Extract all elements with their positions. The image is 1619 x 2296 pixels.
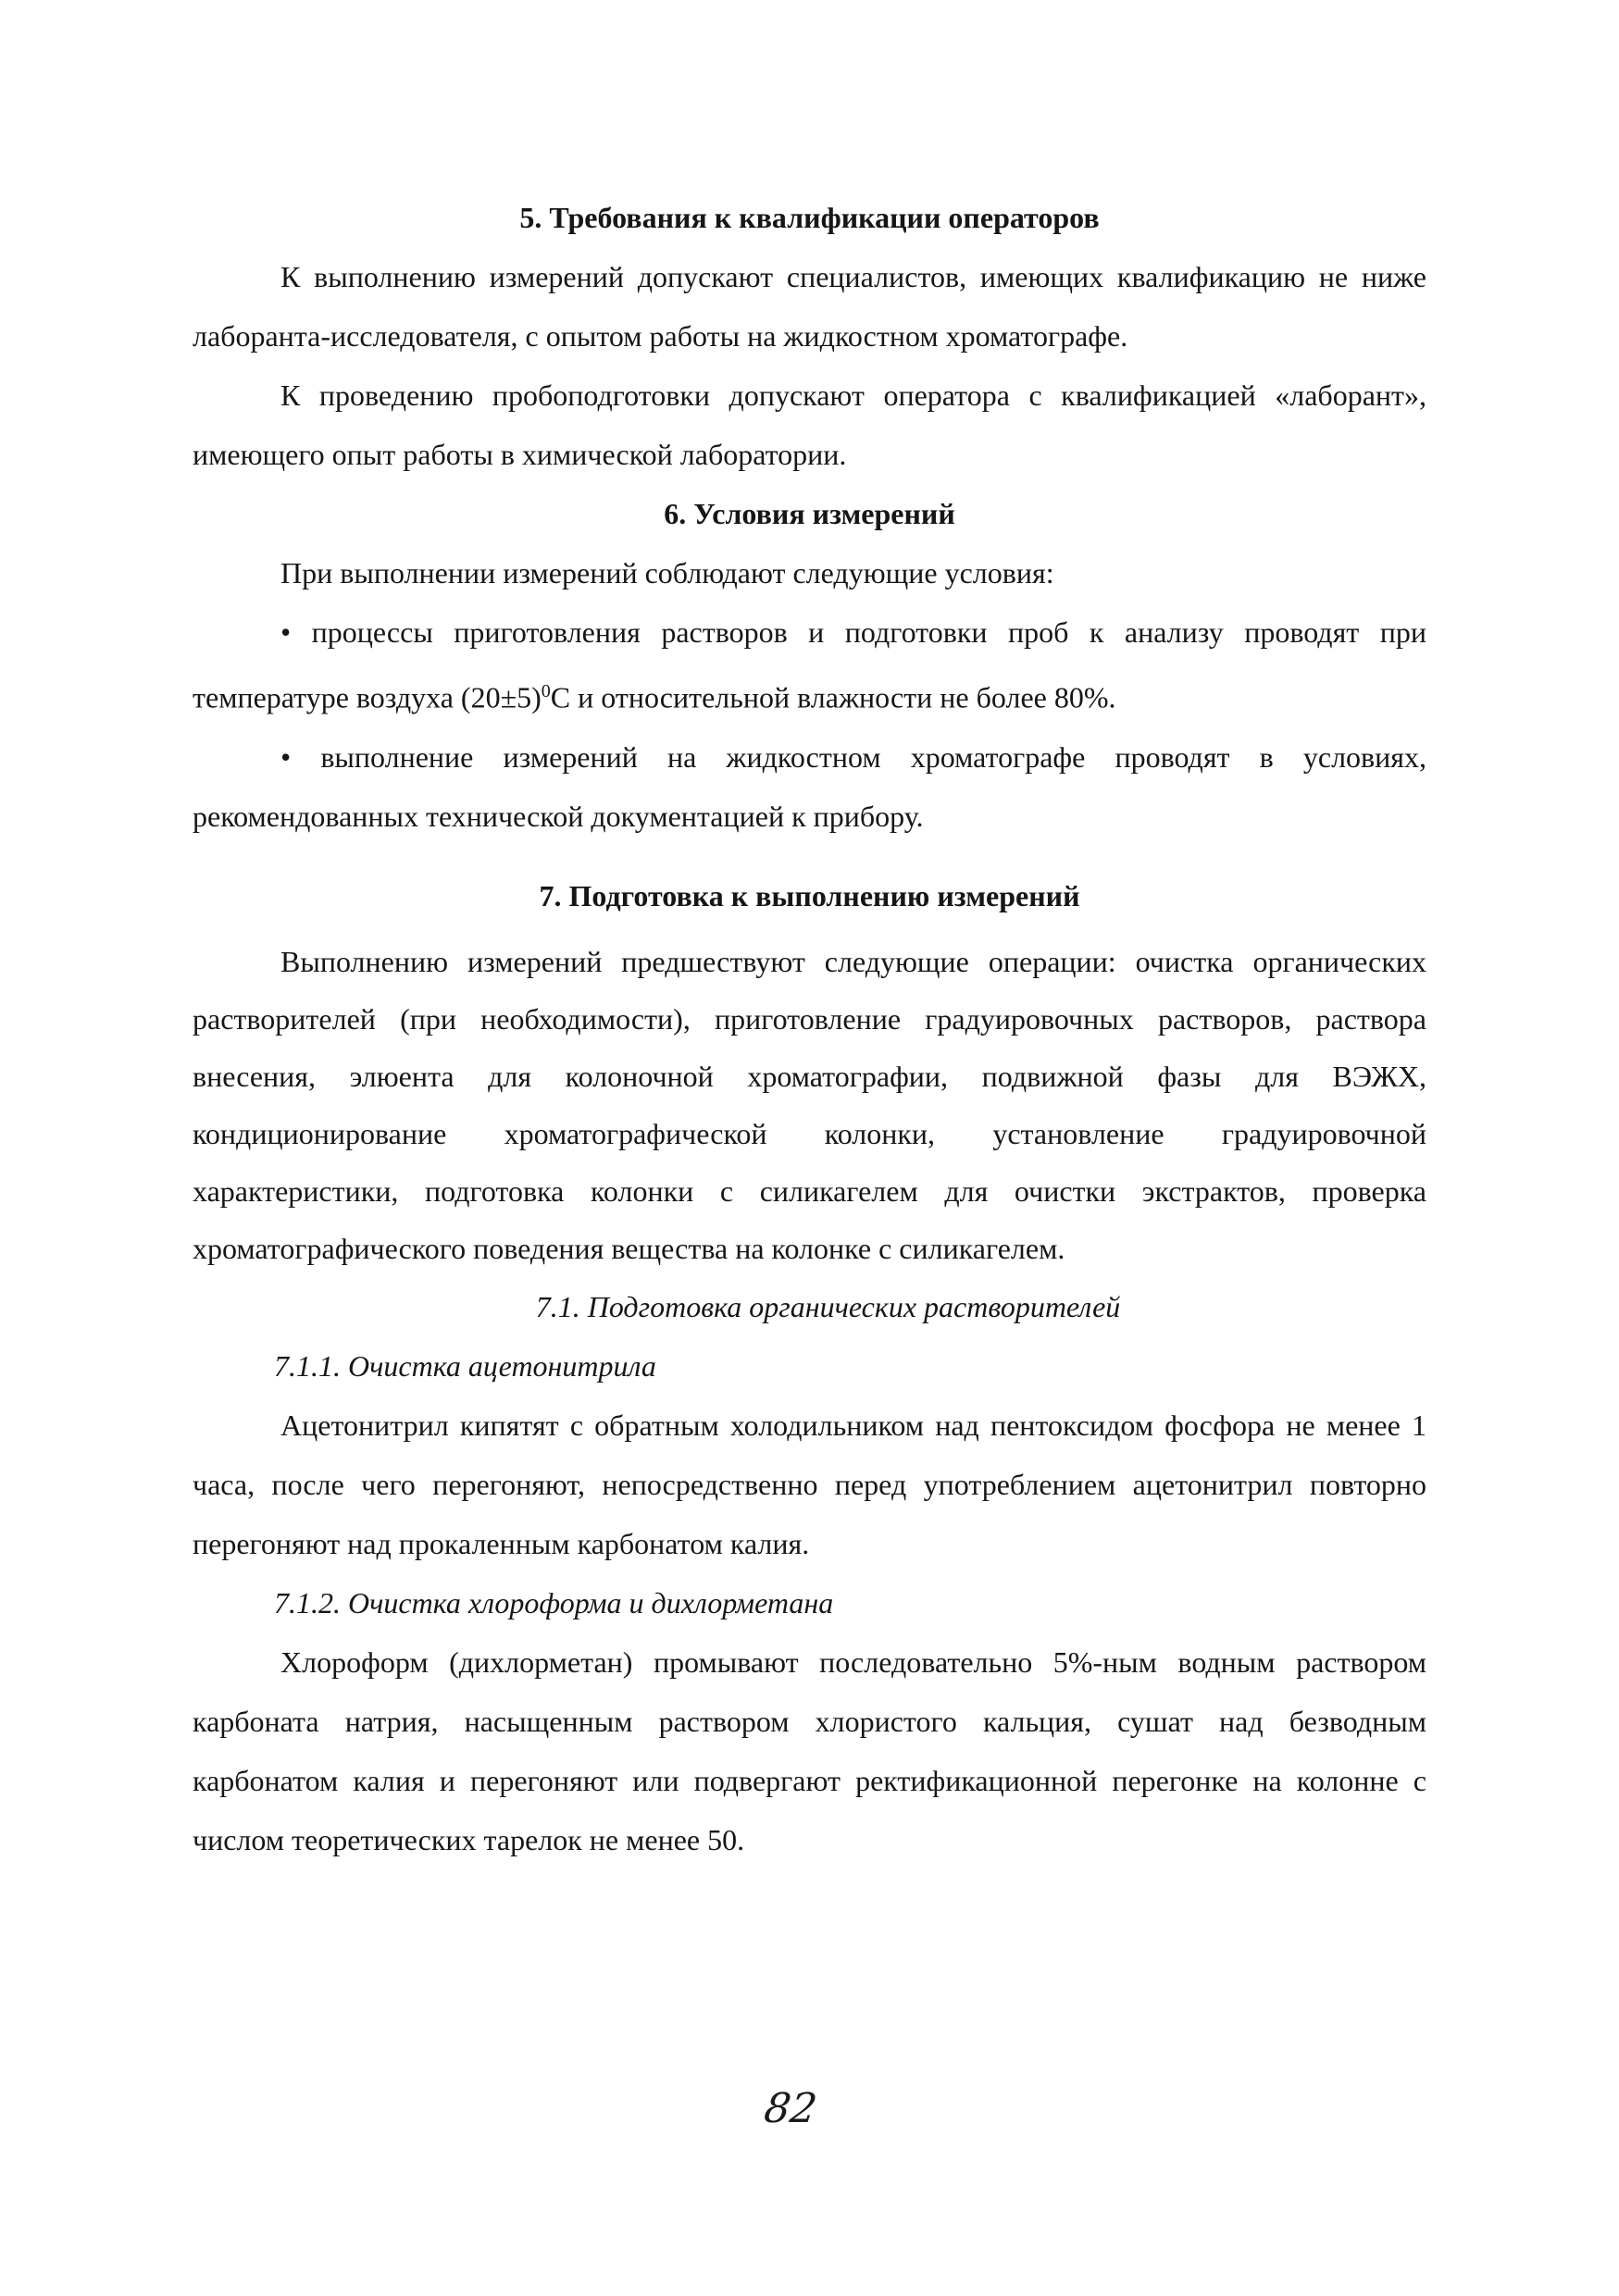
subsection-7-1-2-heading: 7.1.2. Очистка хлороформа и дихлорметана [274,1585,834,1620]
section-5-paragraph-1: К выполнению измерений допускают специалистов, имеющих квалификацию не ниже лаборанта-исследователя, с опытом работы на жидкостном хроматографе. [193,260,1426,353]
subsection-7-1-2-paragraph: Хлороформ (дихлорметан) промывают последовательно 5%-ным водным раствором карбоната натрия, насыщенным раствором хлористого кальция, сушат над безводным карбонатом калия и перегоняют или подвергают ректификационной перегонке на колонне с числом теоретических тарелок не менее 50. [193,1644,1426,1856]
spacer [193,846,1426,866]
section-6-bullet-2: • выполнение измерений на жидкостном хроматографе проводят в условиях, рекомендованных технической документацией к прибору. [193,739,1426,833]
section-7-heading: 7. Подготовка к выполнению измерений [539,878,1080,912]
bullet-1-text-end: С и относительной влажности не более 80%. [550,680,1116,714]
section-6-intro: При выполнении измерений соблюдают следующие условия: [280,556,1054,590]
subsection-7-1-1-paragraph: Ацетонитрил кипятят с обратным холодильником над пентоксидом фосфора не менее 1 часа, после чего перегоняют, непосредственно перед употреблением ацетонитрил повторно перегоняют над прокаленным карбонатом калия. [193,1408,1426,1560]
bullet-1-text: • процессы приготовления растворов и подготовки проб к анализу проводят при температуре воздуха (20±5) [193,615,1426,714]
section-5-paragraph-2: К проведению пробоподготовки допускают оператора с квалификацией «лаборант», имеющего опыт работы в химической лаборатории. [193,379,1426,471]
section-7-paragraph-1: Выполнению измерений предшествуют следующие операции: очистка органических растворителей (при необходимости), приготовление градуировочных растворов, раствора внесения, элюента для колоночной хроматографии, подвижной фазы для ВЭЖХ, кондиционирование хроматографической колонки, установление градуировочной характеристики, подготовка колонки с силикагелем для очистки экстрактов, проверка хроматографического поведения вещества на колонке с силикагелем. [193,944,1426,1265]
spacer [193,925,1426,933]
section-6-heading: 6. Условия измерений [664,497,955,530]
section-5-heading: 5. Требования к квалификации операторов [519,201,1100,234]
page-content [193,188,1426,1869]
subsection-7-1-heading: 7.1. Подготовка органических растворителей [535,1289,1121,1323]
subsection-7-1-1-heading: 7.1.1. Очистка ацетонитрила [274,1348,656,1383]
degree-mark: 0 [541,681,551,701]
handwritten-page-number: 82 [761,2085,820,2132]
section-6-bullet-1 [193,602,1426,727]
